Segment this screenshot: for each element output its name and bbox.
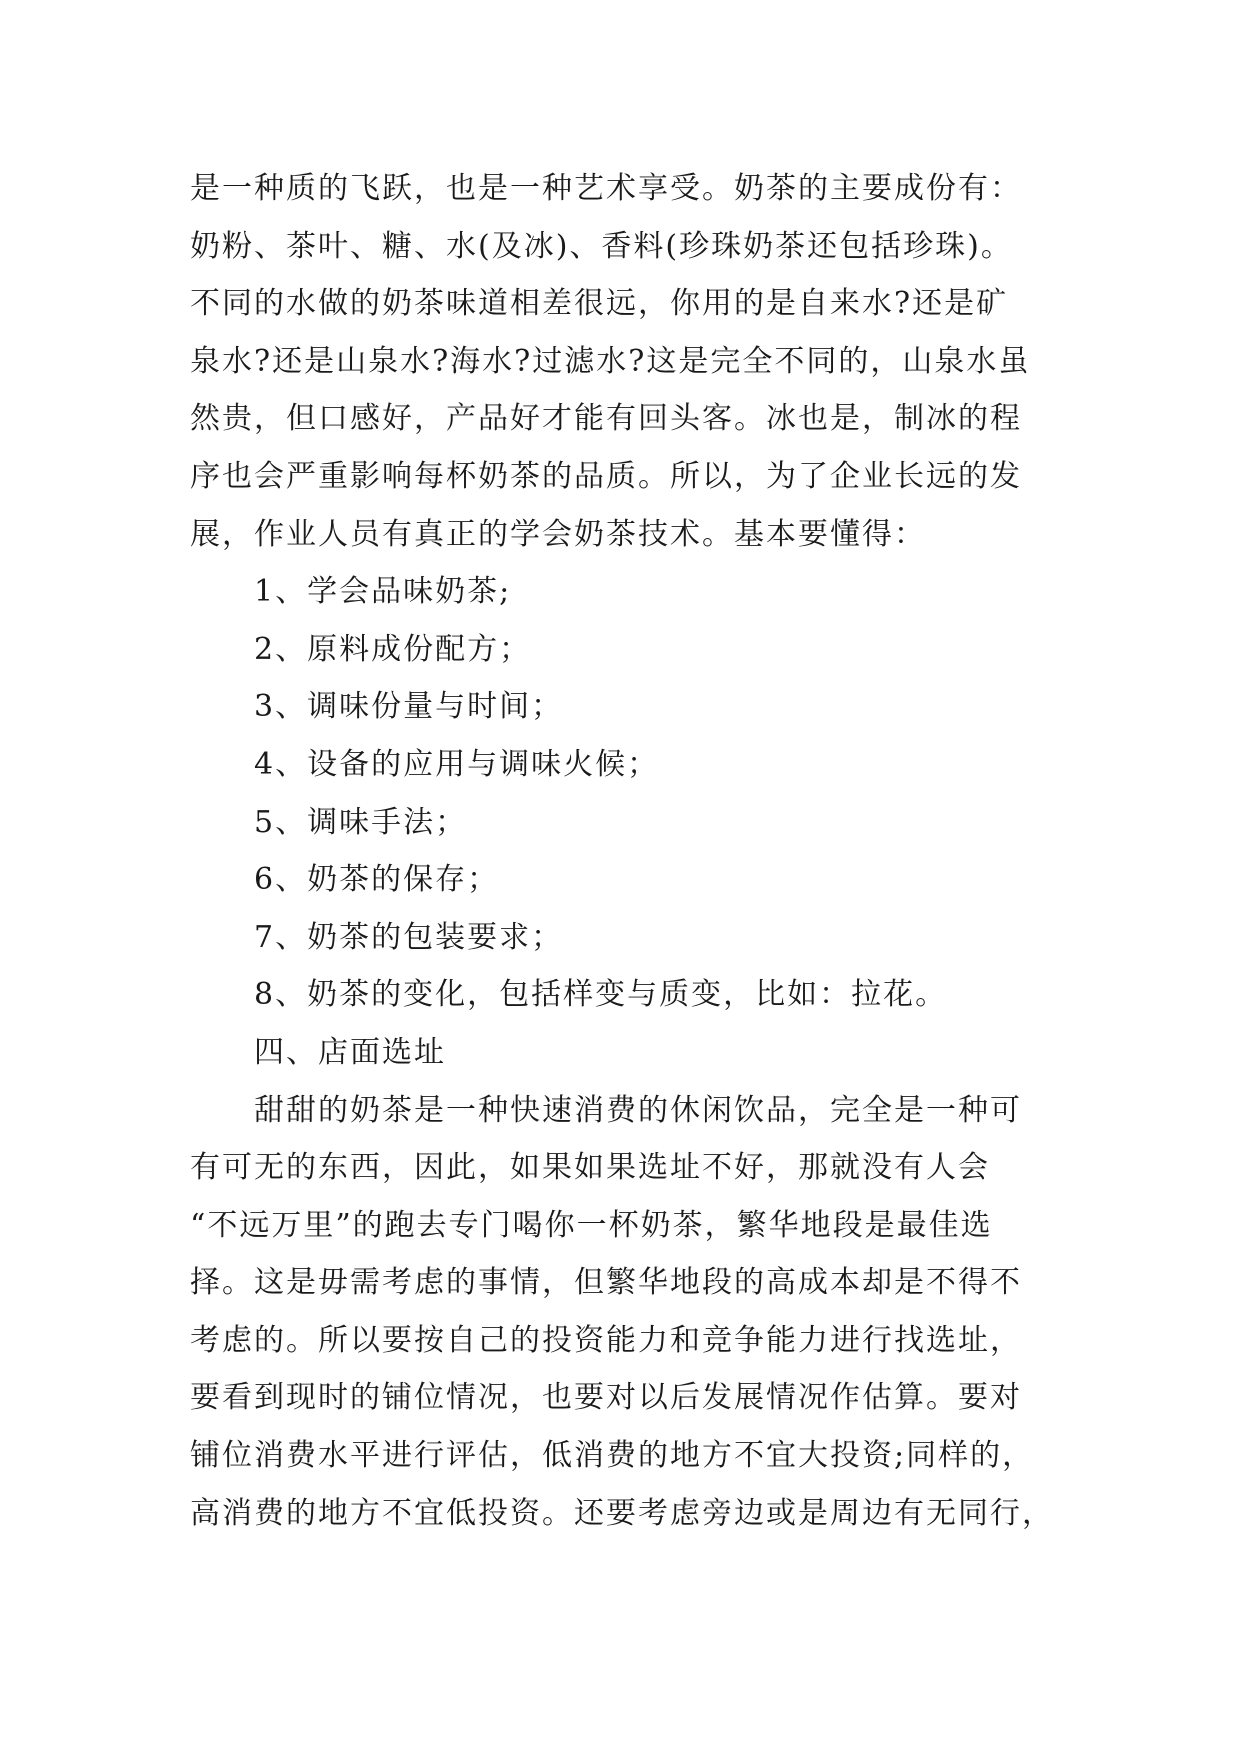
list-item: 7、奶茶的包装要求； <box>254 919 564 955</box>
list-item: 1、学会品味奶茶; <box>254 574 512 610</box>
paragraph-line: 要看到现时的铺位情况，也要对以后发展情况作估算。要对 <box>190 1380 1022 1416</box>
paragraph-line: 高消费的地方不宜低投资。还要考虑旁边或是周边有无同行， <box>190 1495 1054 1531</box>
section-heading: 四、店面选址 <box>254 1034 446 1070</box>
paragraph-line: 奶粉、茶叶、糖、水(及冰)、香料(珍珠奶茶还包括珍珠)。 <box>190 228 1013 264</box>
paragraph-line: 铺位消费水平进行评估，低消费的地方不宜大投资;同样的， <box>190 1438 1035 1474</box>
body-text <box>190 160 1070 1542</box>
paragraph-line: 序也会严重影响每杯奶茶的品质。所以，为了企业长远的发 <box>190 458 1022 494</box>
list-item: 6、奶茶的保存； <box>254 862 500 898</box>
list-item: 3、调味份量与时间； <box>254 689 564 725</box>
list-item: 4、设备的应用与调味火候； <box>254 746 660 782</box>
list-item: 8、奶茶的变化，包括样变与质变，比如：拉花。 <box>254 977 948 1013</box>
list-item: 5、调味手法； <box>254 804 468 840</box>
paragraph-line: 考虑的。所以要按自己的投资能力和竞争能力进行找选址， <box>190 1322 1022 1358</box>
paragraph-line: 然贵，但口感好，产品好才能有回头客。冰也是，制冰的程 <box>190 401 1022 437</box>
paragraph-line: 有可无的东西，因此，如果如果选址不好，那就没有人会 <box>190 1150 990 1186</box>
paragraph-line: 择。这是毋需考虑的事情，但繁华地段的高成本却是不得不 <box>190 1265 1022 1301</box>
paragraph-line: 是一种质的飞跃，也是一种艺术享受。奶茶的主要成份有： <box>190 171 1022 206</box>
paragraph-line: “不远万里”的跑去专门喝你一杯奶茶，繁华地段是最佳选 <box>190 1207 993 1243</box>
paragraph-line: 展，作业人员有真正的学会奶茶技术。基本要懂得： <box>190 516 926 552</box>
paragraph-line: 泉水?还是山泉水?海水?过滤水?这是完全不同的，山泉水虽 <box>190 343 1031 379</box>
list-item: 2、原料成份配方； <box>254 631 532 667</box>
paragraph-line: 不同的水做的奶茶味道相差很远，你用的是自来水?还是矿 <box>190 286 1009 322</box>
paragraph-line: 甜甜的奶茶是一种快速消费的休闲饮品，完全是一种可 <box>254 1092 1022 1128</box>
